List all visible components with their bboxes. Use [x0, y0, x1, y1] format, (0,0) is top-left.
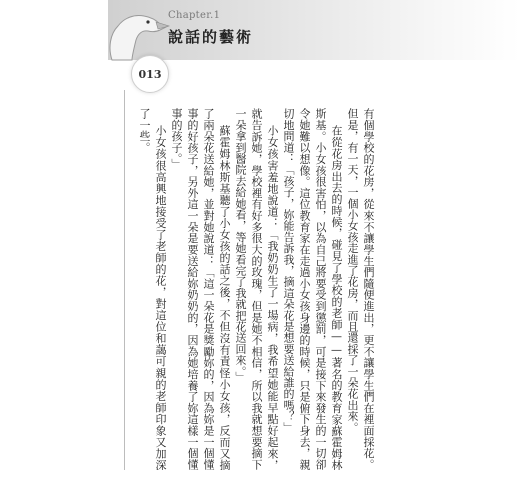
paragraph: 蘇霍姆林斯基聽了小女孩的話之後，不但沒有責怪小女孩，反而又摘了兩朵花送給她，並對她說道：「這一朵花是獎勵妳的，因為妳是一個懂事的好孩子，另外這一朵是要送給妳奶奶的，因為她培養了妳這樣一個懂事的孩子。」: [170, 108, 231, 470]
paragraph: 小女孩很高興地接受了老師的花，對這位和藹可親的老師印象又加深了一些。: [138, 108, 167, 470]
goose-head-icon: [98, 4, 170, 62]
page-number: [131, 55, 169, 93]
paragraph: 有個學校的花房，從來不讓學生們隨便進出，更不讓學生們在裡面採花。但是，有一天，一個小女孩走進了花房，而且還採了一朵花出來。: [346, 108, 375, 470]
chapter-title: 說話的藝術: [168, 28, 254, 46]
chapter-label: Chapter.1: [168, 10, 221, 21]
body-text: [130, 108, 376, 470]
paragraph: 小女孩害羞地說道：「我奶奶生了一場病，我希望她能早點好起來，就告訴她，學校裡有好多很大的玫瑰，但是她不相信，所以我就想要摘下一朵拿到醫院去給她看，等她看完了我就把花送回來。」: [234, 108, 279, 470]
paragraph: 在從花房出去的時候，碰見了學校的老師——著名的教育家蘇霍姆林斯基。小女孩很害怕，以為自己將要受到懲罰，可是接下來發生的一切卻令她難以想像。這位教育家在走過小女孩身邊的時候，只是俯下身去，親切地問道：「孩子，妳能告訴我，摘這朵花是想要送給誰的嗎？」: [282, 108, 343, 470]
margin-divider: [124, 90, 125, 470]
page-number-text: 013: [138, 67, 162, 81]
